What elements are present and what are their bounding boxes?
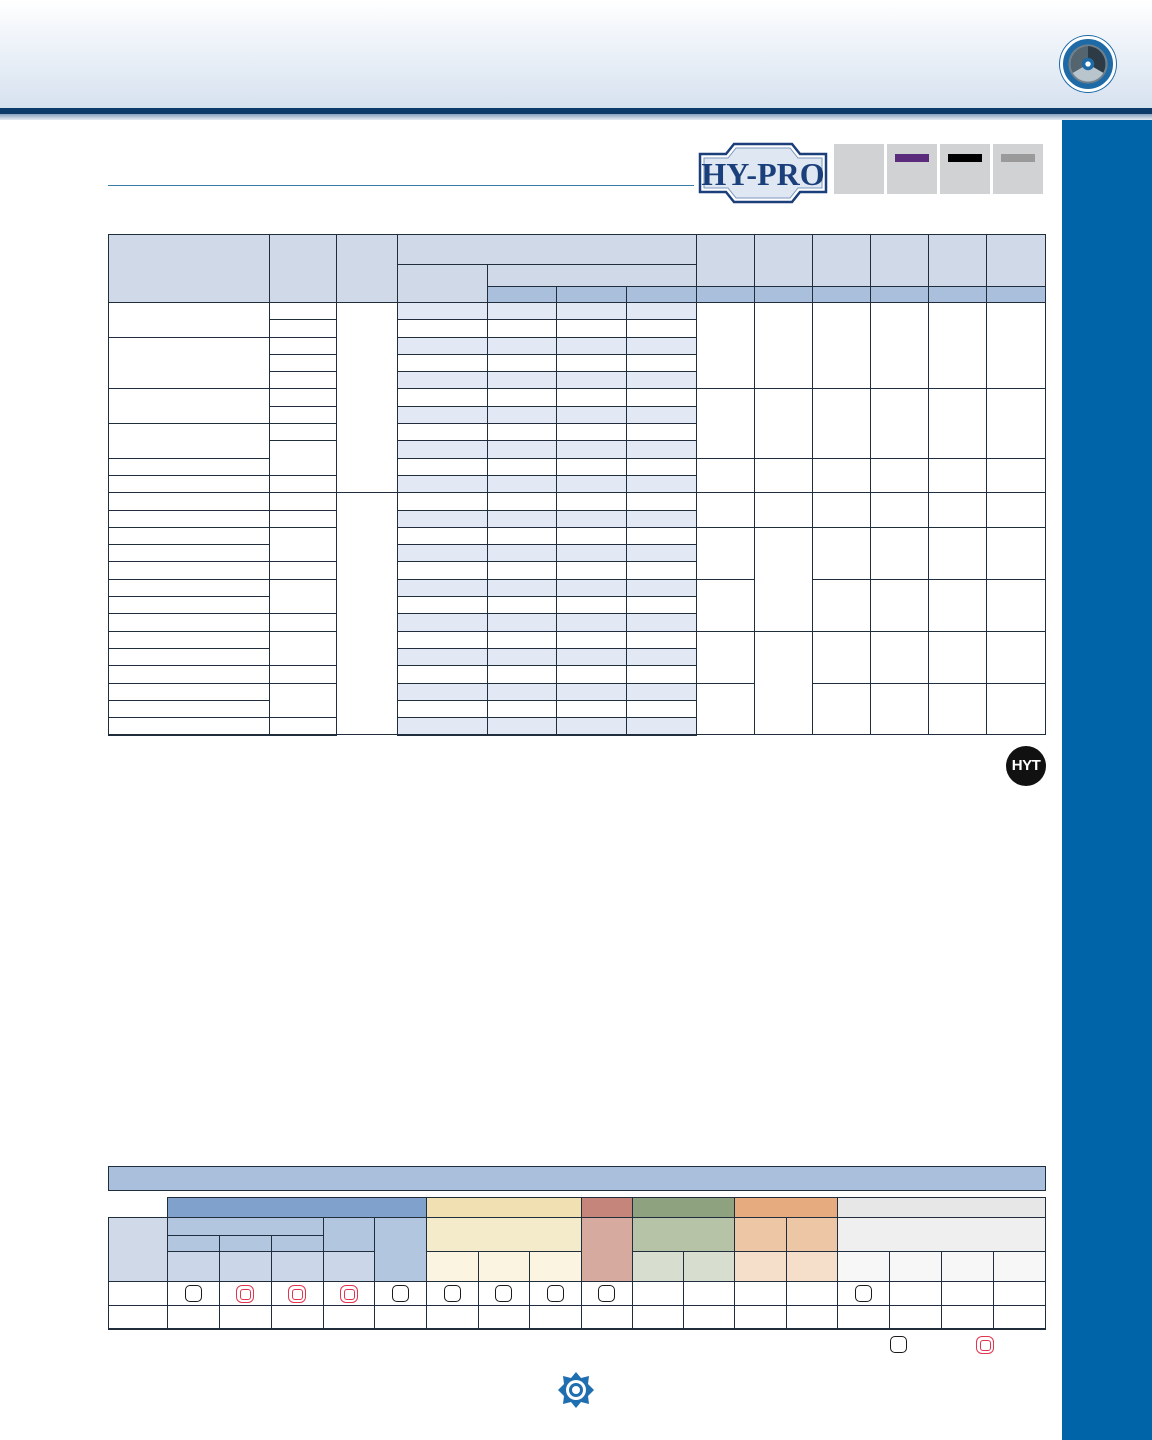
hy-pro-logo [696, 140, 830, 206]
header-cell [627, 287, 697, 303]
header-cell [487, 265, 697, 287]
header-cell [987, 287, 1046, 303]
rounded-square-mark-icon [392, 1285, 409, 1302]
rounded-square-mark-icon [185, 1285, 202, 1302]
rounded-square-mark-icon [598, 1285, 615, 1302]
logo-text: HY-PRO [701, 156, 825, 192]
material-table [108, 1197, 1046, 1330]
hyt-badge-text: HYT [1011, 757, 1041, 774]
table-row [109, 527, 1046, 544]
gear-icon [1060, 36, 1116, 92]
header-rule-shadow [0, 114, 1152, 120]
group-non-ferrous [632, 1198, 735, 1218]
coating-swatch-purple [887, 144, 937, 194]
title-rule [108, 185, 694, 186]
group-stainless [426, 1198, 581, 1218]
coating-swatch-gray [993, 144, 1043, 194]
double-rounded-square-mark-icon [288, 1285, 306, 1303]
group-titanium [735, 1198, 838, 1218]
osg-logo-icon [556, 1370, 596, 1410]
coating-swatch-plain [834, 144, 884, 194]
header-cell [336, 235, 397, 303]
table-row [109, 389, 1046, 406]
table-row [109, 493, 1046, 510]
header-cell [697, 235, 755, 287]
header-band [0, 0, 1152, 108]
double-rounded-square-mark-icon [340, 1285, 358, 1303]
table-row [109, 579, 1046, 596]
rounded-square-mark-icon [444, 1285, 461, 1302]
header-cell [269, 235, 336, 303]
header-cell [755, 235, 813, 287]
header-cell [871, 235, 929, 287]
table-row [109, 303, 1046, 320]
right-sidebar [1062, 120, 1152, 1440]
group-cast-iron [581, 1198, 632, 1218]
header-cell [871, 287, 929, 303]
rounded-square-mark-icon [495, 1285, 512, 1302]
rounded-square-mark-icon [547, 1285, 564, 1302]
size-table [108, 234, 1046, 736]
table-row [109, 1282, 1046, 1306]
group-steel [167, 1198, 426, 1218]
header-cell [397, 265, 487, 303]
coating-swatch-black [940, 144, 990, 194]
legend-double-mark-icon [976, 1336, 994, 1354]
header-cell [755, 287, 813, 303]
header-cell [987, 235, 1046, 287]
table-row [109, 458, 1046, 475]
group-other [838, 1198, 1046, 1218]
header-cell [929, 235, 987, 287]
legend-mark-icon [890, 1336, 907, 1353]
table-row [109, 683, 1046, 700]
header-cell [397, 235, 697, 265]
header-cell [109, 235, 270, 303]
rounded-square-mark-icon [855, 1285, 872, 1302]
header-cell [929, 287, 987, 303]
header-cell [487, 287, 557, 303]
table-row [109, 1306, 1046, 1329]
double-rounded-square-mark-icon [236, 1285, 254, 1303]
header-cell [813, 287, 871, 303]
material-table-title-bar [108, 1166, 1046, 1191]
header-cell [697, 287, 755, 303]
table-row [109, 631, 1046, 648]
header-cell [813, 235, 871, 287]
header-cell [557, 287, 627, 303]
hyt-badge-icon [1006, 746, 1046, 786]
